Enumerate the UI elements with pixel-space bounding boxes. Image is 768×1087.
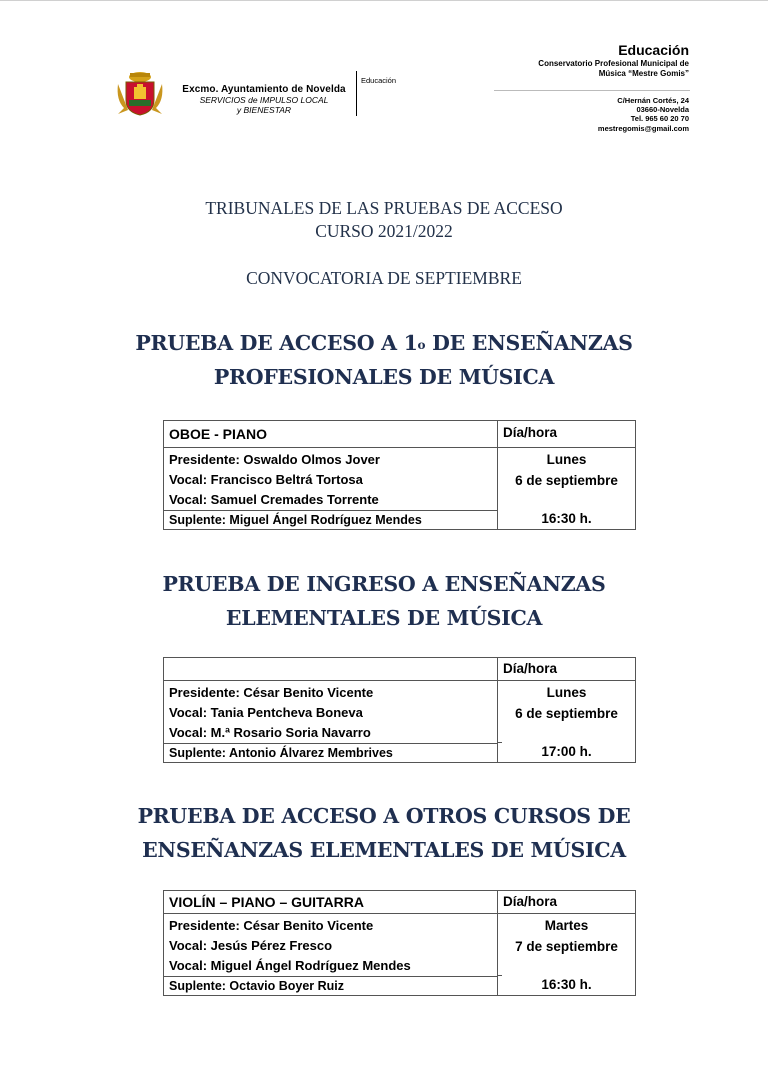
- header-rule: [494, 90, 690, 91]
- member-presidente: Presidente: César Benito Vicente: [169, 685, 374, 700]
- table-header-instruments: OBOE - PIANO: [164, 421, 498, 447]
- members-column: [164, 914, 498, 995]
- member-vocal-2: Vocal: M.ª Rosario Soria Navarro: [169, 725, 371, 740]
- table-header-instruments: [164, 658, 498, 680]
- section-2-title-line2: ELEMENTALES DE MÚSICA: [225, 606, 543, 630]
- member-vocal-2: Vocal: Samuel Cremades Torrente: [169, 492, 379, 507]
- address-city: 03660-Novelda: [636, 105, 689, 115]
- members-column: [164, 681, 498, 762]
- table-header-dia-hora: Día/hora: [503, 661, 558, 676]
- address-phone: Tel. 965 60 20 70: [630, 114, 689, 124]
- table-header-dia-hora: Día/hora: [503, 894, 558, 909]
- schedule-column: [498, 914, 635, 995]
- table-header-instruments: VIOLÍN – PIANO – GUITARRA: [164, 891, 498, 913]
- document-convocatoria: CONVOCATORIA DE SEPTIEMBRE: [246, 268, 522, 288]
- member-suplente: Suplente: Antonio Álvarez Membrives: [164, 743, 497, 762]
- schedule-time: 17:00 h.: [541, 744, 592, 759]
- address-street: C/Hernán Cortés, 24: [617, 96, 689, 105]
- section-1-title-line1: PRUEBA DE ACCESO A 1$^o$ DE ENSEÑANZAS: [135, 331, 633, 355]
- section-1-title: [0, 326, 768, 394]
- conservatorio-line2: Música “Mestre Gomis”: [598, 69, 689, 78]
- member-presidente: Presidente: César Benito Vicente: [169, 918, 374, 933]
- section-3-title-line1: PRUEBA DE ACCESO A OTROS CURSOS DE: [137, 804, 631, 828]
- schedule-day: Lunes: [546, 452, 587, 467]
- schedule-day: Lunes: [546, 685, 587, 700]
- educacion-small-label: Educación: [361, 76, 397, 85]
- members-column: [164, 448, 498, 529]
- table-body: [164, 914, 635, 995]
- section-1-title-line2: PROFESIONALES DE MÚSICA: [213, 365, 555, 389]
- ayuntamiento-block: [178, 84, 350, 115]
- table-body: [164, 681, 635, 762]
- educacion-heading: Educación: [618, 42, 689, 58]
- section-3-title-line2: ENSEÑANZAS ELEMENTALES DE MÚSICA: [142, 838, 626, 862]
- tribunal-table-3: [163, 890, 636, 996]
- member-vocal-1: Vocal: Francisco Beltrá Tortosa: [169, 472, 363, 487]
- table-header: [164, 891, 635, 914]
- member-suplente: Suplente: Miguel Ángel Rodríguez Mendes: [164, 510, 497, 529]
- tribunal-table-1: [163, 420, 636, 530]
- municipal-crest-icon: [114, 70, 166, 116]
- section-2-title: [0, 567, 768, 635]
- header-divider: [356, 71, 357, 116]
- schedule-column: [498, 681, 635, 762]
- schedule-date: 6 de septiembre: [515, 473, 618, 488]
- conservatorio-block: [538, 42, 689, 79]
- address-email[interactable]: mestregomis@gmail.com: [597, 123, 689, 133]
- servicios-line2: y BIENESTAR: [236, 105, 292, 115]
- ayuntamiento-name: Excmo. Ayuntamiento de Novelda: [182, 84, 346, 95]
- tribunal-table-2: [163, 657, 636, 763]
- section-2-title-line1: PRUEBA DE INGRESO A ENSEÑANZAS: [162, 572, 606, 596]
- document-course: CURSO 2021/2022: [315, 221, 453, 241]
- schedule-day: Martes: [544, 918, 589, 933]
- servicios-line1: SERVICIOS de IMPULSO LOCAL: [199, 95, 329, 105]
- member-vocal-1: Vocal: Tania Pentcheva Boneva: [169, 705, 363, 720]
- schedule-column: [498, 448, 635, 529]
- member-vocal-2: Vocal: Miguel Ángel Rodríguez Mendes: [169, 958, 411, 973]
- conservatorio-line1: Conservatorio Profesional Municipal de: [538, 59, 689, 68]
- table-header: [164, 658, 635, 681]
- table-body: [164, 448, 635, 529]
- member-presidente: Presidente: Oswaldo Olmos Jover: [169, 452, 380, 467]
- top-border: [0, 0, 768, 1]
- schedule-date: 7 de septiembre: [515, 939, 618, 954]
- table-header-dia-hora: Día/hora: [503, 425, 558, 440]
- document-title: TRIBUNALES DE LAS PRUEBAS DE ACCESO: [205, 198, 563, 218]
- member-vocal-1: Vocal: Jesús Pérez Fresco: [169, 938, 333, 953]
- address-block: [598, 96, 689, 133]
- schedule-date: 6 de septiembre: [515, 706, 618, 721]
- section-3-title: [0, 799, 768, 867]
- member-suplente: Suplente: Octavio Boyer Ruiz: [164, 976, 497, 995]
- schedule-time: 16:30 h.: [541, 511, 592, 526]
- schedule-time: 16:30 h.: [541, 977, 592, 992]
- table-header: [164, 421, 635, 448]
